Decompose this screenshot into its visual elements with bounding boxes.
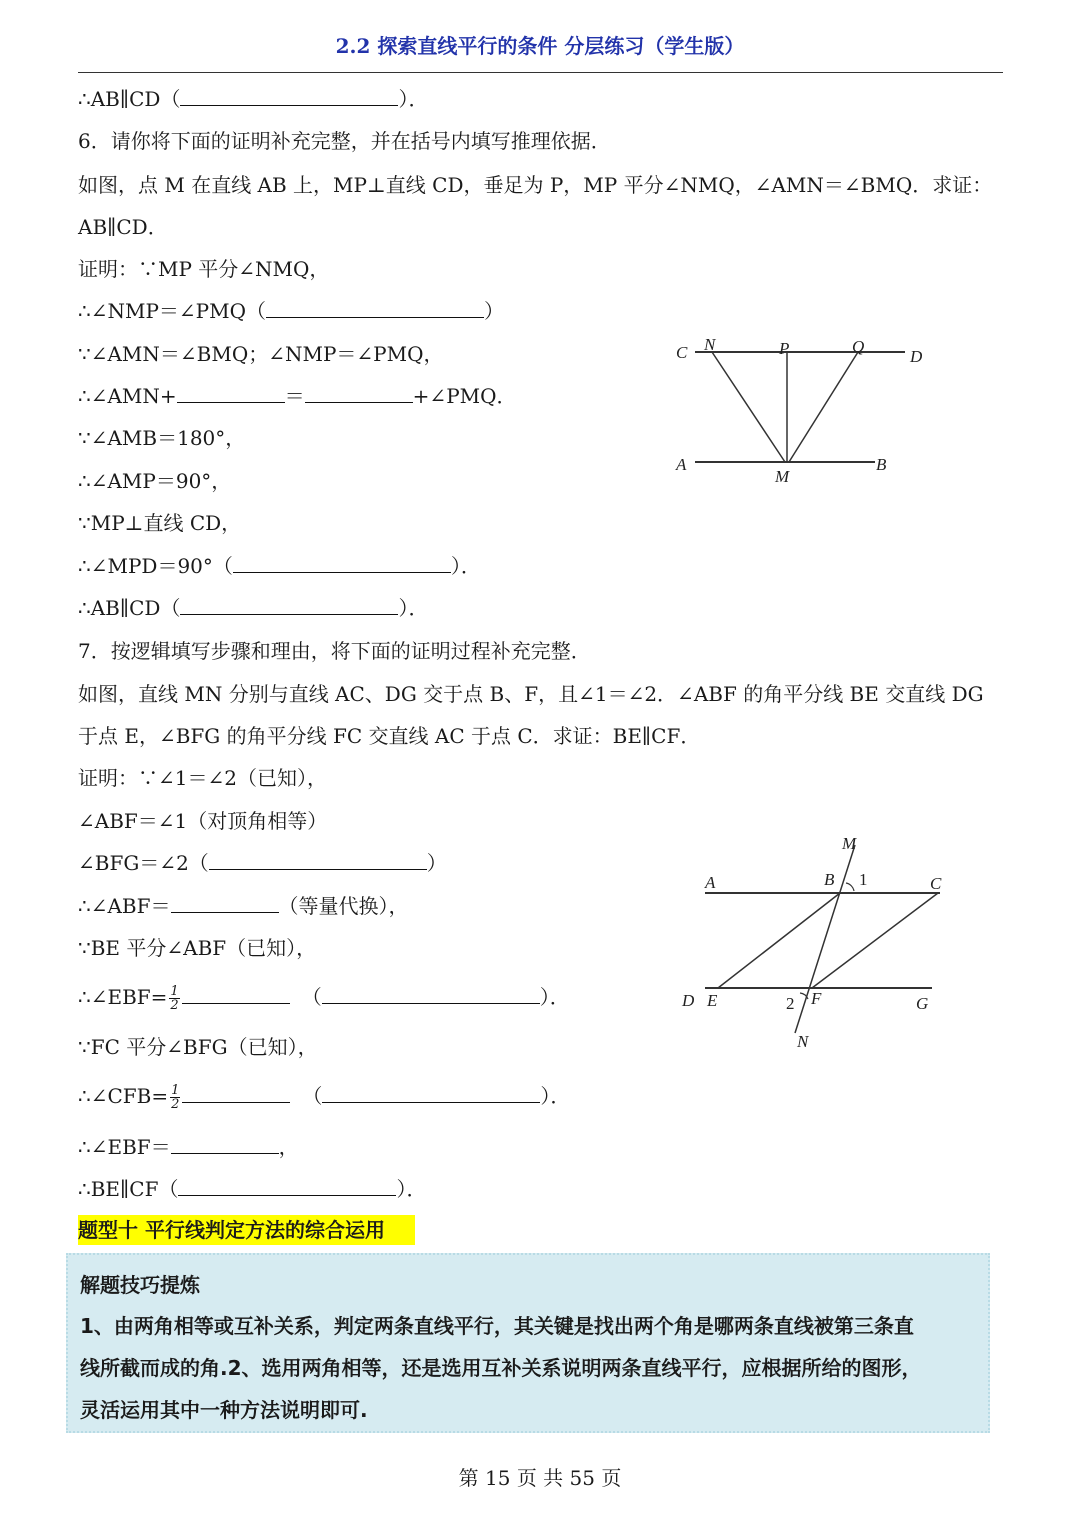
answer-blank[interactable] (171, 894, 279, 913)
answer-blank[interactable] (266, 299, 484, 318)
q7-step-9: ∴∠EBF＝ ， (78, 1135, 299, 1159)
segment-mn (712, 352, 785, 462)
q7-condition-2: 于点 E，∠BFG 的角平分线 FC 交直线 AC 于点 C．求证：BE∥CF． (78, 724, 701, 748)
label-d: D (682, 991, 695, 1010)
label-f: F (811, 989, 822, 1008)
q6-step-9: ∴AB∥CD（ ）． (78, 596, 429, 620)
q7-step-2: ∠ABF＝∠1（对顶角相等） (78, 809, 328, 833)
q7-step-7: ∵FC 平分∠BFG（已知）， (78, 1035, 318, 1059)
q7-step-6: ∴∠EBF= $\frac{1}{2}$ （ ）． (78, 984, 570, 1013)
label-a: A (705, 873, 716, 892)
q5-conclusion-text: ∴AB∥CD（ (78, 87, 181, 111)
label-n: N (704, 335, 716, 354)
q7-intro: 7．按逻辑填写步骤和理由，将下面的证明过程补充完整． (78, 639, 591, 663)
answer-blank[interactable] (177, 384, 285, 403)
label-g: G (916, 994, 929, 1013)
q6-figure (660, 330, 940, 490)
label-q: Q (852, 337, 865, 356)
label-p: P (779, 339, 790, 358)
tips-title: 解题技巧提炼 (80, 1273, 200, 1297)
answer-blank[interactable] (209, 851, 427, 870)
q5-conclusion: ∴AB∥CD（ ）． (78, 87, 429, 111)
label-m: M (775, 467, 790, 486)
q7-step-4: ∴∠ABF＝ （等量代换）， (78, 894, 409, 918)
section-tag: 题型十 平行线判定方法的综合运用 (78, 1215, 415, 1245)
answer-blank[interactable] (233, 554, 451, 573)
page-header-title: 2.2 探索直线平行的条件 分层练习（学生版） (335, 34, 745, 58)
label-c: C (676, 343, 688, 362)
fraction-half: $\frac{1}{2}$ (171, 1083, 180, 1112)
q7-step-10: ∴BE∥CF（ ）． (78, 1177, 427, 1201)
tips-line-2: 线所截而成的角.2、选用两角相等，还是选用互补关系说明两条直线平行，应根据所给的图形， (80, 1356, 922, 1380)
answer-blank[interactable] (182, 985, 290, 1004)
label-n: N (797, 1032, 809, 1051)
label-e: E (707, 991, 718, 1010)
label-angle-1: 1 (859, 870, 868, 889)
answer-blank[interactable] (180, 87, 398, 106)
q7-step-5: ∵BE 平分∠ABF（已知）， (78, 936, 317, 960)
q6-step-8: ∴∠MPD＝90°（ ）． (78, 554, 481, 578)
q6-step-4: ∴∠AMN+ ＝ +∠PMQ． (78, 384, 517, 408)
answer-blank[interactable] (178, 1177, 396, 1196)
q7-step-3: ∠BFG＝∠2（ ） (78, 851, 447, 875)
answer-blank[interactable] (322, 985, 540, 1004)
angle-1-arc (846, 883, 854, 891)
segment-be (718, 893, 840, 988)
label-angle-2: 2 (786, 994, 795, 1013)
answer-blank[interactable] (180, 596, 398, 615)
segment-fc (812, 893, 938, 988)
label-m: M (842, 834, 857, 853)
tips-line-3: 灵活运用其中一种方法说明即可. (80, 1398, 368, 1422)
answer-blank[interactable] (322, 1084, 540, 1103)
q6-step-2: ∴∠NMP＝∠PMQ（ ） (78, 299, 505, 323)
q7-step-1: 证明：∵∠1＝∠2（已知）， (78, 766, 327, 790)
label-b: B (876, 455, 887, 474)
tips-line-1: 1、由两角相等或互补关系，判定两条直线平行，其关键是找出两个角是哪两条直线被第三条直 (80, 1314, 914, 1338)
q6-step-5: ∵∠AMB＝180°， (78, 426, 246, 450)
fraction-half: $\frac{1}{2}$ (170, 984, 179, 1013)
q7-figure (670, 825, 960, 1055)
answer-blank[interactable] (305, 384, 413, 403)
page-footer: 第 15 页 共 55 页 (458, 1466, 622, 1490)
label-d: D (910, 347, 923, 366)
answer-blank[interactable] (182, 1084, 290, 1103)
q6-step-6: ∴∠AMP＝90°， (78, 469, 232, 493)
label-c: C (930, 874, 942, 893)
tips-box (66, 1253, 990, 1433)
q6-condition-2: AB∥CD． (78, 215, 168, 239)
q6-condition-1: 如图，点 M 在直线 AB 上，MP⊥直线 CD，垂足为 P，MP 平分∠NMQ，∠AMN＝∠BMQ．求证： (78, 173, 993, 197)
answer-blank[interactable] (171, 1135, 279, 1154)
segment-mq (789, 352, 858, 462)
q7-condition-1: 如图，直线 MN 分别与直线 AC、DG 交于点 B、F，且∠1＝∠2．∠ABF 的角平分线 BE 交直线 DG (78, 682, 984, 706)
q6-step-1: 证明：∵MP 平分∠NMQ， (78, 257, 330, 281)
label-b: B (824, 870, 835, 889)
header-rule (78, 72, 1003, 73)
label-a: A (676, 455, 687, 474)
q6-intro: 6．请你将下面的证明补充完整，并在括号内填写推理依据． (78, 129, 611, 153)
q7-step-8: ∴∠CFB= $\frac{1}{2}$ （ ）． (78, 1083, 571, 1112)
q6-step-3: ∵∠AMN＝∠BMQ；∠NMP＝∠PMQ， (78, 342, 444, 366)
q6-step-7: ∵MP⊥直线 CD， (78, 511, 242, 535)
